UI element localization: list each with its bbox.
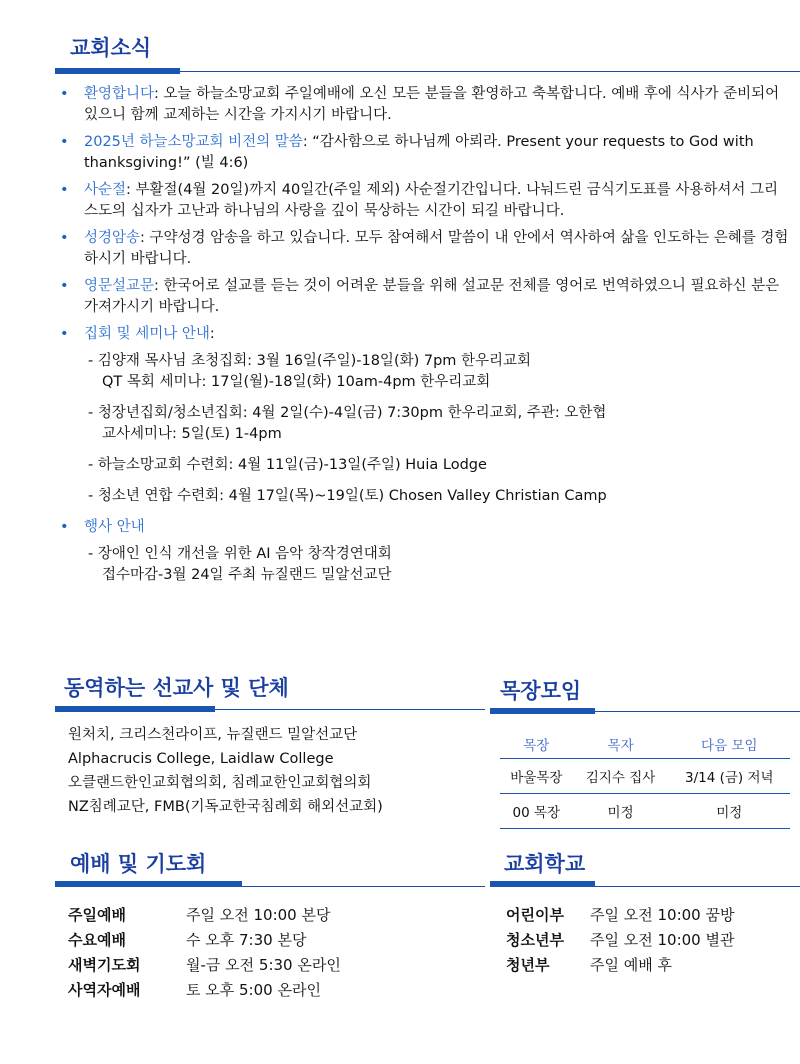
news-item-text: : 오늘 하늘소망교회 주일예배에 오신 모든 분들을 환영하고 축복합니다. 예배 후에 식사가 준비되어 있으니 함께 교제하는 시간을 가지시기 바랍니다. — [84, 86, 780, 123]
news-item — [60, 276, 790, 318]
mission-title: 동역하는 선교사 및 단체 — [64, 676, 289, 700]
school-row — [506, 928, 734, 953]
bullet-icon: • — [60, 326, 69, 342]
news-item-events — [60, 517, 790, 538]
seminar-line-main: - 청장년집회/청소년집회: 4월 2일(수)-4일(금) 7:30pm 한우리교회, 주관: 오한협 — [88, 405, 607, 421]
worship-time: 토 오후 5:00 온라인 — [186, 981, 321, 999]
worship-rule-accent — [55, 881, 242, 887]
school-time: 주일 오전 10:00 꿈방 — [590, 906, 735, 924]
school-title: 교회학교 — [504, 852, 586, 876]
news-item — [60, 228, 790, 270]
news-item-seminar — [60, 324, 790, 345]
school-rule-accent — [490, 881, 595, 887]
worship-row — [68, 928, 341, 953]
bullet-icon: • — [60, 182, 69, 198]
worship-name: 사역자예배 — [68, 981, 141, 999]
events-list — [60, 544, 790, 586]
shepherd-table — [500, 730, 790, 829]
news-item-lead: 환영합니다 — [84, 86, 155, 102]
bullet-icon: • — [60, 278, 69, 294]
news-rule-accent — [55, 68, 180, 74]
news-list — [60, 84, 790, 596]
news-item-text: : 한국어로 설교를 듣는 것이 어려운 분들을 위해 설교문 전체를 영어로 번역하였으니 필요하신 분은 가져가시기 바랍니다. — [84, 278, 780, 315]
bullet-icon: • — [60, 519, 69, 535]
bullet-icon: • — [60, 230, 69, 246]
news-item-text: : 부활절(4월 20일)까지 40일간(주일 제외) 사순절기간입니다. 나눠드린 금식기도표를 사용하셔서 그리스도의 십자가 고난과 하나님의 사랑을 깊이 묵상하는 시간이 되길 바랍니다. — [84, 182, 779, 219]
bullet-icon: • — [60, 86, 69, 102]
events-line-sub: 접수마감-3월 24일 주최 뉴질랜드 밀알선교단 — [102, 567, 392, 583]
school-dept: 어린이부 — [506, 906, 564, 924]
worship-list — [68, 903, 341, 1003]
seminar-lead: 집회 및 세미나 안내 — [84, 326, 210, 342]
mission-rule-accent — [55, 706, 215, 712]
shepherd-title: 목장모임 — [500, 679, 582, 703]
school-row — [506, 953, 734, 978]
table-row — [500, 794, 790, 829]
seminar-line-main: - 하늘소망교회 수련회: 4월 11일(금)-13일(주일) Huia Lodge — [88, 457, 487, 473]
mission-line: Alphacrucis College, Laidlaw College — [68, 751, 334, 767]
school-dept: 청소년부 — [506, 931, 564, 949]
mission-line: 원처치, 크리스천라이프, 뉴질랜드 밀알선교단 — [68, 727, 358, 743]
school-list — [506, 903, 734, 978]
table-cell: 바울목장 — [500, 759, 573, 794]
worship-row — [68, 953, 341, 978]
news-item — [60, 180, 790, 222]
mission-list — [68, 723, 383, 819]
table-cell: 3/14 (금) 저녁 — [669, 759, 790, 794]
seminar-line-main: - 청소년 연합 수련회: 4월 17일(목)~19일(토) Chosen Valley Christian Camp — [88, 488, 607, 504]
worship-name: 새벽기도회 — [68, 956, 141, 974]
worship-row — [68, 903, 341, 928]
seminar-line — [88, 403, 790, 445]
school-dept: 청년부 — [506, 956, 550, 974]
worship-time: 주일 오전 10:00 본당 — [186, 906, 331, 924]
mission-line: 오클랜드한인교회협의회, 침례교한인교회협의회 — [68, 775, 372, 791]
table-header: 다음 모임 — [669, 730, 790, 759]
shepherd-rule-accent — [490, 708, 595, 714]
seminar-list — [60, 351, 790, 507]
table-row — [500, 759, 790, 794]
worship-time: 수 오후 7:30 본당 — [186, 931, 307, 949]
table-header: 목자 — [573, 730, 669, 759]
news-item-lead: 2025년 하늘소망교회 비전의 말씀 — [84, 134, 303, 150]
events-lead: 행사 안내 — [84, 519, 145, 535]
seminar-line — [88, 455, 790, 476]
seminar-line-main: - 김양재 목사님 초청집회: 3월 16일(주일)-18일(화) 7pm 한우리교회 — [88, 353, 532, 369]
seminar-line-sub: QT 목회 세미나: 17일(월)-18일(화) 10am-4pm 한우리교회 — [102, 374, 491, 390]
table-cell: 김지수 집사 — [573, 759, 669, 794]
news-item — [60, 84, 790, 126]
news-item — [60, 132, 790, 174]
bullet-icon: • — [60, 134, 69, 150]
worship-row — [68, 978, 341, 1003]
worship-time: 월-금 오전 5:30 온라인 — [186, 956, 341, 974]
table-header-row — [500, 730, 790, 759]
worship-title: 예배 및 기도회 — [70, 852, 207, 876]
news-item-lead: 성경암송 — [84, 230, 141, 246]
worship-name: 수요예배 — [68, 931, 126, 949]
table-cell: 미정 — [573, 794, 669, 829]
news-item-lead: 영문설교문 — [84, 278, 155, 294]
news-title: 교회소식 — [70, 36, 152, 60]
events-line — [88, 544, 790, 586]
seminar-colon: : — [209, 326, 215, 342]
table-header: 목장 — [500, 730, 573, 759]
mission-line: NZ침례교단, FMB(기독교한국침례회 해외선교회) — [68, 799, 383, 815]
school-row — [506, 903, 734, 928]
events-line-main: - 장애인 인식 개선을 위한 AI 음악 창작경연대회 — [88, 546, 392, 562]
news-item-text: : “감사함으로 하나님께 아뢰라. Present your requests to God with thanksgiving!” (빌 4:6) — [84, 134, 754, 171]
seminar-line-sub: 교사세미나: 5일(토) 1-4pm — [102, 426, 282, 442]
seminar-line — [88, 351, 790, 393]
table-cell: 미정 — [669, 794, 790, 829]
worship-name: 주일예배 — [68, 906, 126, 924]
table-cell: 00 목장 — [500, 794, 573, 829]
news-item-text: : 구약성경 암송을 하고 있습니다. 모두 참여해서 말씀이 내 안에서 역사하여 삶을 인도하는 은혜를 경험하시기 바랍니다. — [84, 230, 789, 267]
seminar-line — [88, 486, 790, 507]
school-time: 주일 오전 10:00 별관 — [590, 931, 735, 949]
news-item-lead: 사순절 — [84, 182, 127, 198]
school-time: 주일 예배 후 — [590, 956, 672, 974]
